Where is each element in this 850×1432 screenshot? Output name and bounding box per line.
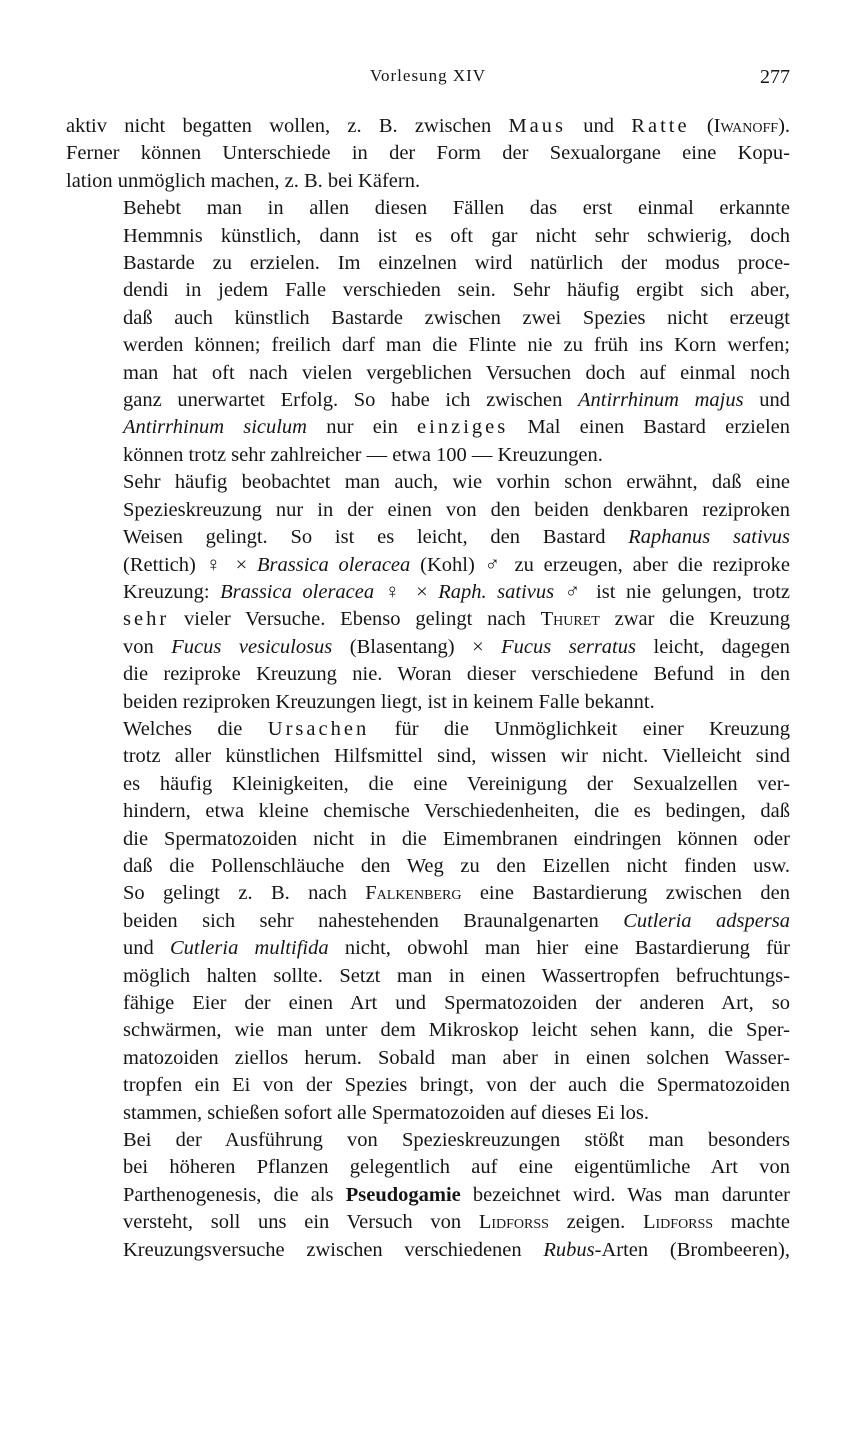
text-line: von Fucus vesiculosus (Blasentang) × Fucus serratus leicht, dagegen: [123, 635, 790, 658]
spaced-term: Maus: [508, 115, 567, 137]
italic-term: Cutleria multifida: [169, 937, 329, 960]
text-line: dendi in jedem Falle verschieden sein. Sehr häufig ergibt sich aber,: [123, 279, 790, 302]
italic-term: Brassica oleracea: [256, 553, 411, 576]
author-name: Thuret: [540, 608, 600, 631]
text-line: fähige Eier der einen Art und Spermatozoiden der anderen Art, so: [123, 992, 790, 1014]
text-line: Weisen gelingt. So ist es leicht, den Bastard Raphanus sativus: [123, 526, 790, 549]
italic-term: Raphanus sativus: [628, 526, 790, 549]
spaced-term: einziges: [417, 416, 509, 439]
author-name: Falkenberg: [365, 882, 462, 905]
text-line: möglich halten sollte. Setzt man in einen Wassertropfen befruchtungs-: [123, 964, 790, 987]
text-line: man hat oft nach vielen vergeblichen Versuchen doch auf einmal noch: [123, 361, 790, 384]
author-name: Lidforss: [642, 1211, 714, 1234]
paragraph: [66, 195, 790, 469]
text-line: hindern, etwa kleine chemische Verschiedenheiten, die es bedingen, daß: [123, 800, 790, 823]
text-line: tropfen ein Ei von der Spezies bringt, von der auch die Spermatozoiden: [123, 1074, 790, 1097]
italic-term: Fucus vesiculosus: [171, 635, 333, 658]
text-line: matozoiden ziellos herum. Sobald man aber in einen solchen Wasser-: [123, 1046, 790, 1069]
text-line: die reziproke Kreuzung nie. Woran dieser verschiedene Befund in den: [123, 663, 790, 686]
text-line: Kreuzungsversuche zwischen verschiedenen Rubus-Arten (Brombeeren),: [123, 1238, 790, 1261]
text-line: Hemmnis künstlich, dann ist es oft gar nicht sehr schwierig, doch: [123, 224, 790, 247]
italic-term: Brassica oleracea: [220, 580, 375, 603]
body-text: [66, 113, 790, 1264]
text-line: Bei der Ausführung von Spezieskreuzungen stößt man besonders: [123, 1129, 790, 1152]
paragraph: [66, 716, 790, 1127]
italic-term: Cutleria adspersa: [623, 909, 791, 932]
running-head: [66, 66, 790, 94]
italic-term: Fucus serratus: [501, 635, 636, 658]
spaced-term: Ursachen: [267, 717, 370, 740]
text-line: Ferner können Unterschiede in der Form der Sexualorgane eine Kopu-: [66, 142, 790, 165]
text-line: schwärmen, wie man unter dem Mikroskop leicht sehen kann, die Sper-: [123, 1019, 790, 1042]
text-line: (Rettich) ♀ × Brassica oleracea (Kohl) ♂ zu erzeugen, aber die reziproke: [123, 553, 790, 576]
text-line: aktiv nicht begatten wollen, z. B. zwischen Maus und Ratte (Iwanoff).: [66, 115, 791, 137]
author-name: Iwanoff: [713, 115, 779, 137]
text-line: stammen, schießen sofort alle Spermatozoiden auf dieses Ei los.: [123, 1101, 650, 1124]
text-line: Spezieskreuzung nur in der einen von den beiden denkbaren reziproken: [123, 498, 790, 521]
text-line: es häufig Kleinigkeiten, die eine Vereinigung der Sexualzellen ver-: [123, 772, 790, 795]
text-line: Antirrhinum siculum nur ein einziges Mal einen Bastard erzielen: [123, 416, 791, 439]
text-line: Welches die Ursachen für die Unmöglichkeit einer Kreuzung: [123, 717, 790, 740]
text-line: werden können; freilich darf man die Flinte nie zu früh ins Korn werfen;: [123, 334, 790, 357]
text-line: beiden sich sehr nahestehenden Braunalgenarten Cutleria adspersa: [123, 909, 791, 932]
text-line: versteht, soll uns ein Versuch von Lidforss zeigen. Lidforss machte: [123, 1211, 790, 1234]
text-line: beiden reziproken Kreuzungen liegt, ist in keinem Falle bekannt.: [123, 690, 655, 713]
text-line: trotz aller künstlichen Hilfsmittel sind, wissen wir nicht. Vielleicht sind: [123, 745, 790, 768]
text-line: ganz unerwartet Erfolg. So habe ich zwischen Antirrhinum majus und: [123, 389, 790, 412]
paragraph: [66, 1127, 790, 1264]
text-line: Sehr häufig beobachtet man auch, wie vorhin schon erwähnt, daß eine: [123, 471, 790, 494]
text-line: daß die Pollenschläuche den Weg zu den Eizellen nicht finden usw.: [123, 854, 790, 877]
text-line: sehr vieler Versuche. Ebenso gelingt nach Thuret zwar die Kreuzung: [123, 608, 790, 631]
author-name: Lidforss: [478, 1211, 549, 1234]
chapter-title: Vorlesung XIV: [369, 66, 487, 85]
text-line: Behebt man in allen diesen Fällen das erst einmal erkannte: [123, 197, 790, 220]
paragraph: [66, 113, 790, 195]
bold-term: Pseudogamie: [345, 1183, 461, 1206]
paragraph: [66, 469, 790, 716]
italic-term: Rubus: [543, 1238, 595, 1261]
page-number: 277: [760, 66, 790, 88]
italic-term: Antirrhinum siculum: [123, 416, 307, 439]
text-line: können trotz sehr zahlreicher — etwa 100 — Kreuzungen.: [123, 443, 603, 466]
text-line: Kreuzung: Brassica oleracea ♀ × Raph. sativus ♂ ist nie gelungen, trotz: [123, 580, 791, 603]
text-line: daß auch künstlich Bastarde zwischen zwei Spezies nicht erzeugt: [123, 306, 790, 329]
italic-term: Raph. sativus: [438, 580, 555, 603]
spaced-term: Ratte: [631, 115, 690, 137]
italic-term: Antirrhinum majus: [577, 389, 744, 412]
spaced-term: sehr: [123, 608, 170, 631]
text-line: bei höheren Pflanzen gelegentlich auf eine eigentümliche Art von: [123, 1156, 790, 1179]
text-line: Bastarde zu erzielen. Im einzelnen wird natürlich der modus proce-: [123, 252, 790, 275]
text-line: lation unmöglich machen, z. B. bei Käfern.: [66, 169, 421, 192]
text-line: und Cutleria multifida nicht, obwohl man hier eine Bastardierung für: [123, 937, 791, 960]
text-line: die Spermatozoiden nicht in die Eimembranen eindringen können oder: [123, 827, 790, 850]
text-line: Parthenogenesis, die als Pseudogamie bezeichnet wird. Was man darunter: [123, 1183, 790, 1206]
text-line: So gelingt z. B. nach Falkenberg eine Bastardierung zwischen den: [123, 882, 790, 905]
